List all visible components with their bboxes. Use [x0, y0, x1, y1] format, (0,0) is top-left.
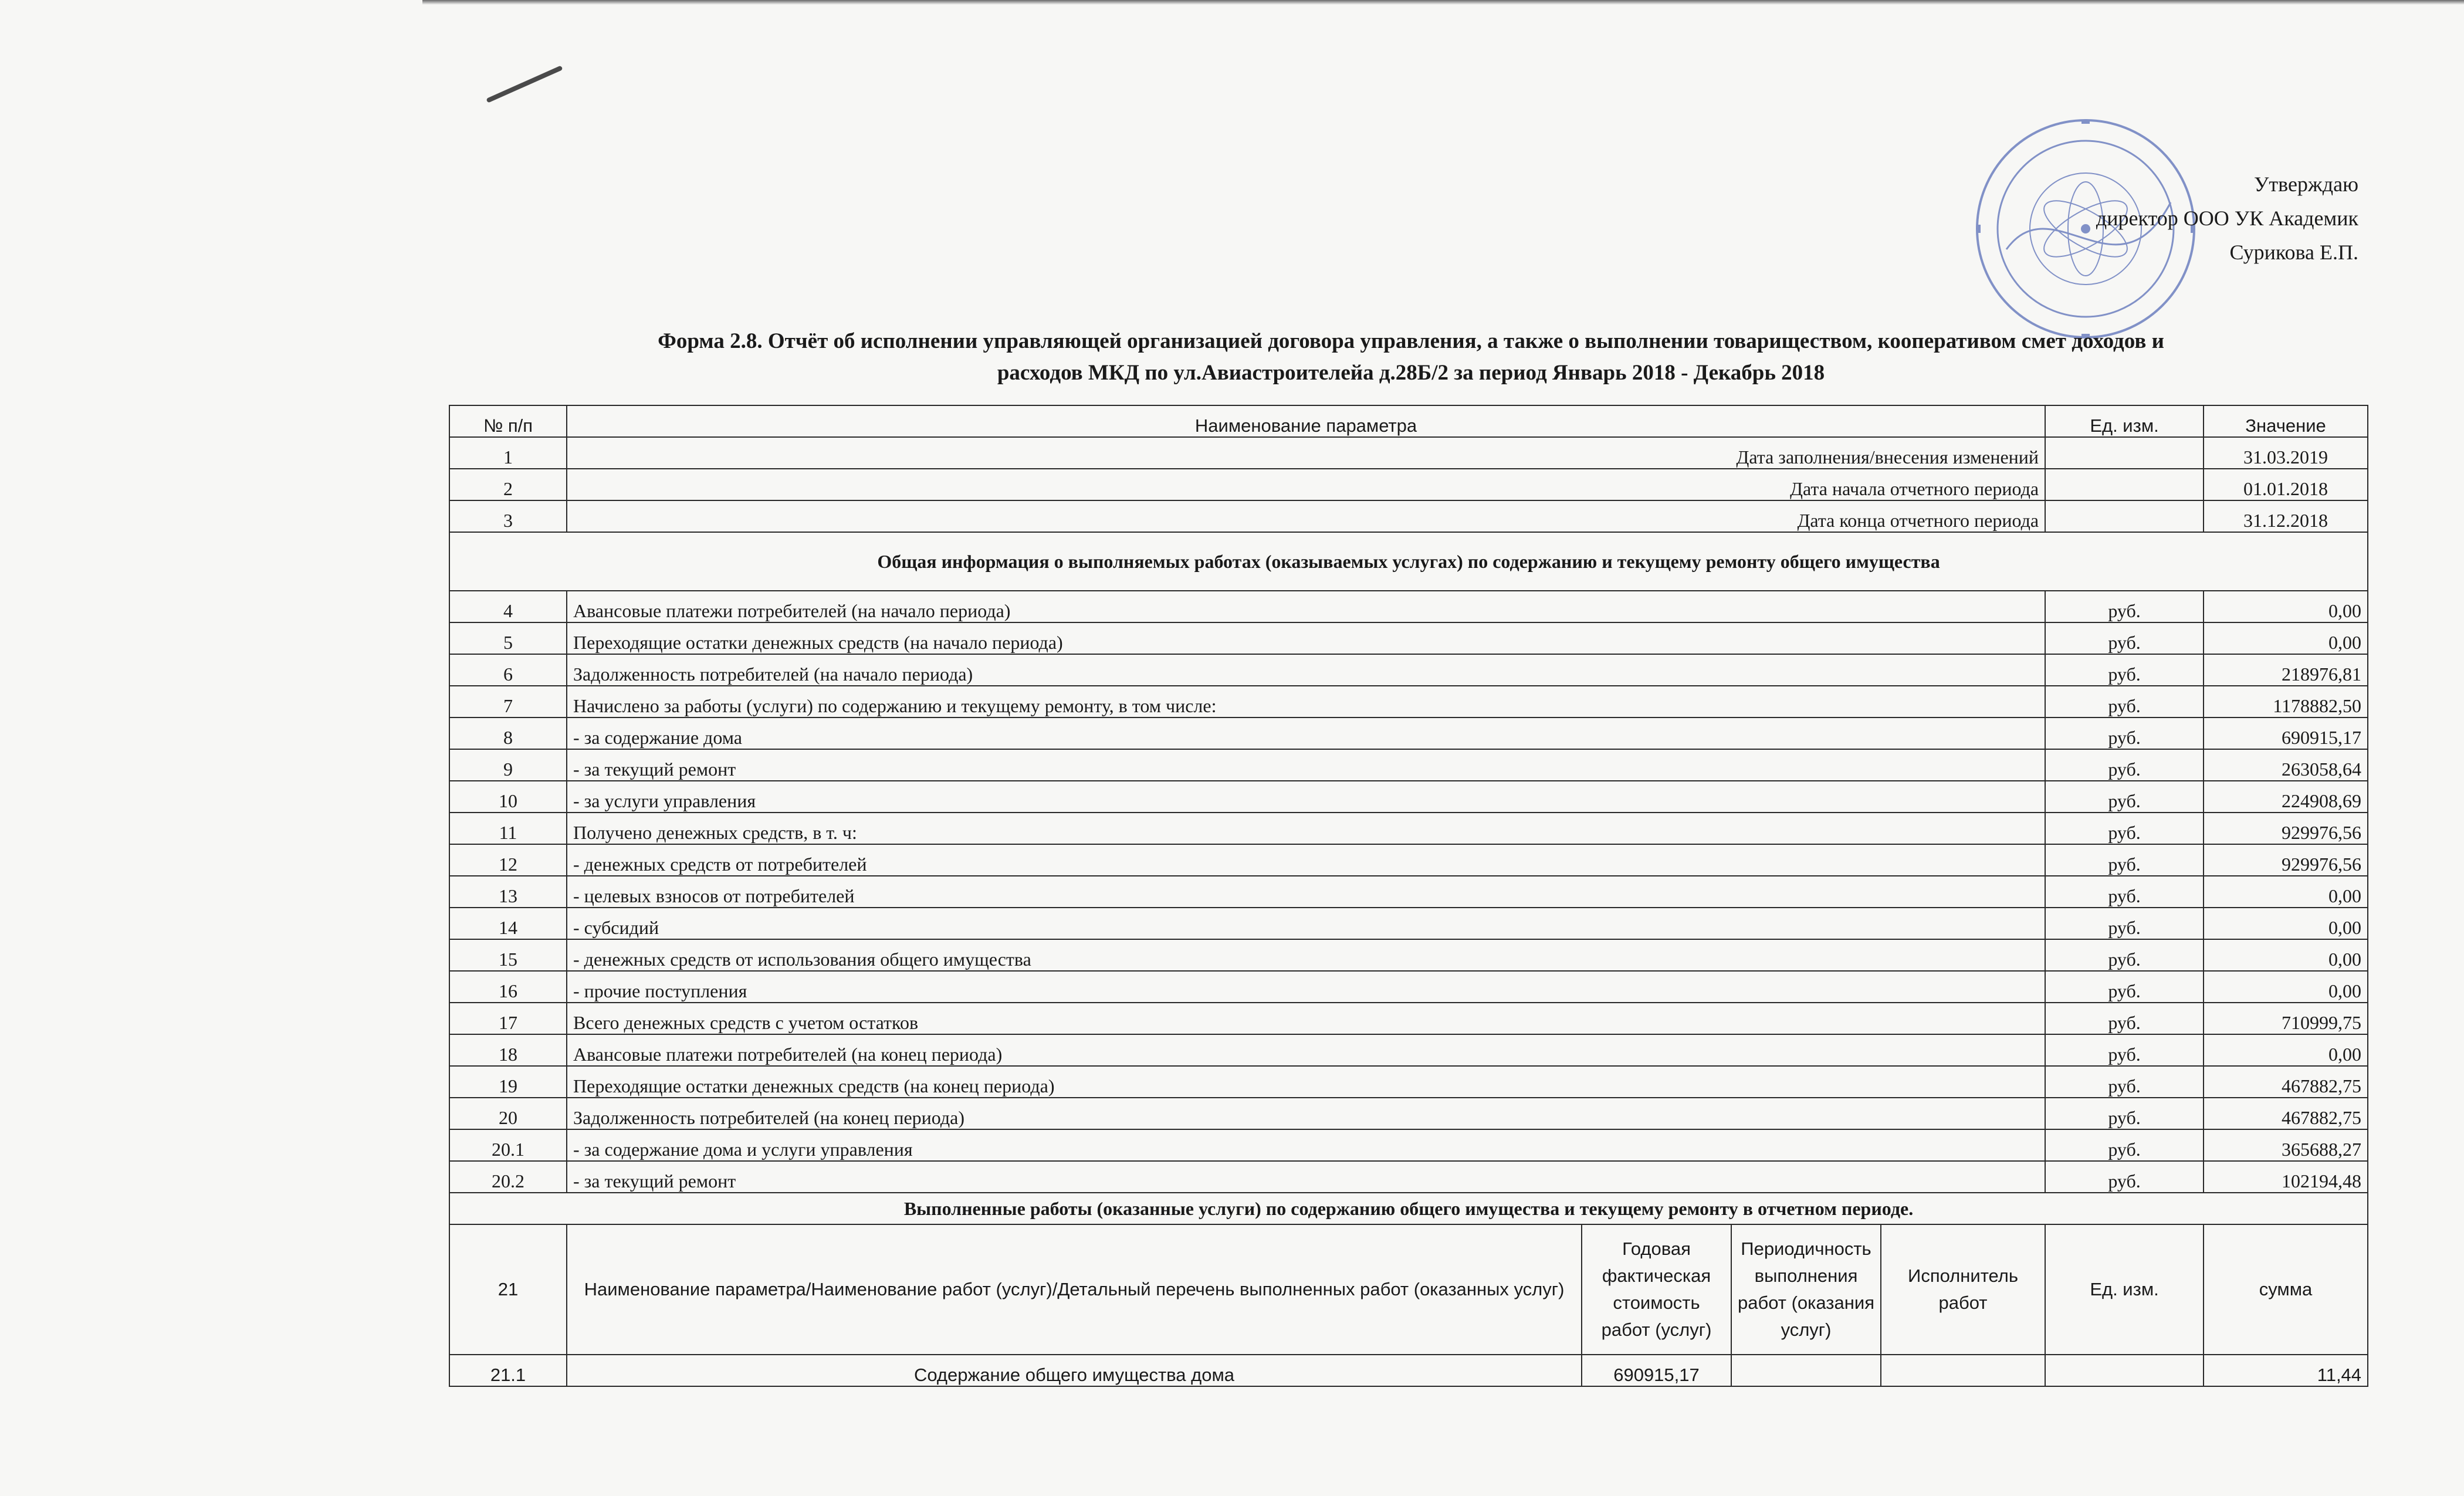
table-row — [449, 717, 2368, 749]
row-unit: руб. — [2045, 1003, 2204, 1034]
row-name: - за текущий ремонт — [567, 749, 2045, 781]
table-row — [449, 813, 2368, 844]
row-name: Задолженность потребителей (на конец периода) — [567, 1098, 2045, 1129]
works-header-sum: сумма — [2204, 1224, 2368, 1355]
row-num: 6 — [449, 654, 567, 686]
table-row — [449, 500, 2368, 532]
row-value: 0,00 — [2204, 876, 2368, 908]
row-value: 467882,75 — [2204, 1098, 2368, 1129]
row-num: 2 — [449, 469, 567, 500]
table-row — [449, 1161, 2368, 1193]
row-unit: руб. — [2045, 1066, 2204, 1098]
row-num: 1 — [449, 437, 567, 469]
row-value: 263058,64 — [2204, 749, 2368, 781]
table-row — [449, 1129, 2368, 1161]
table-row — [449, 591, 2368, 622]
row-unit: руб. — [2045, 686, 2204, 717]
approval-position: директор ООО УК Академик — [2096, 207, 2358, 230]
row-name: Переходящие остатки денежных средств (на конец периода) — [567, 1066, 2045, 1098]
row-name: - прочие поступления — [567, 971, 2045, 1003]
report-title — [446, 326, 2376, 389]
section-row — [449, 1193, 2368, 1224]
row-unit: руб. — [2045, 654, 2204, 686]
row-value: 929976,56 — [2204, 813, 2368, 844]
works-row-num: 21.1 — [449, 1355, 567, 1386]
row-value: 0,00 — [2204, 908, 2368, 939]
row-unit: руб. — [2045, 591, 2204, 622]
table-row — [449, 437, 2368, 469]
works-header-num: 21 — [449, 1224, 567, 1355]
row-value: 0,00 — [2204, 622, 2368, 654]
table-row — [449, 939, 2368, 971]
row-unit — [2045, 469, 2204, 500]
row-name: - за текущий ремонт — [567, 1161, 2045, 1193]
works-row-executor — [1881, 1355, 2045, 1386]
row-num: 14 — [449, 908, 567, 939]
works-row-period — [1731, 1355, 1881, 1386]
works-row-cost: 690915,17 — [1582, 1355, 1731, 1386]
row-unit: руб. — [2045, 844, 2204, 876]
table-row — [449, 971, 2368, 1003]
row-name: - за содержание дома и услуги управления — [567, 1129, 2045, 1161]
row-value: 31.12.2018 — [2204, 500, 2368, 532]
row-unit: руб. — [2045, 971, 2204, 1003]
row-unit: руб. — [2045, 813, 2204, 844]
row-value: 690915,17 — [2204, 717, 2368, 749]
row-unit: руб. — [2045, 781, 2204, 813]
table-row — [449, 686, 2368, 717]
row-name: - субсидий — [567, 908, 2045, 939]
row-num: 20.1 — [449, 1129, 567, 1161]
row-unit — [2045, 500, 2204, 532]
row-num: 7 — [449, 686, 567, 717]
pen-mark — [486, 65, 563, 103]
row-unit: руб. — [2045, 1034, 2204, 1066]
table-row — [449, 1066, 2368, 1098]
header-num: № п/п — [449, 405, 567, 437]
works-header-row — [449, 1224, 2368, 1355]
row-num: 4 — [449, 591, 567, 622]
works-header-cost: Годовая фактическая стоимость работ (услуг) — [1582, 1224, 1731, 1355]
works-header-executor: Исполнитель работ — [1881, 1224, 2045, 1355]
row-unit: руб. — [2045, 717, 2204, 749]
table-row — [449, 844, 2368, 876]
row-num: 20 — [449, 1098, 567, 1129]
row-unit: руб. — [2045, 939, 2204, 971]
row-value: 0,00 — [2204, 939, 2368, 971]
report-title-line-1: Форма 2.8. Отчёт об исполнении управляющей организацией договора управления, а также о выполнении товариществом, кооперативом смет доходов и — [658, 329, 2164, 353]
row-value: 1178882,50 — [2204, 686, 2368, 717]
table-row — [449, 749, 2368, 781]
works-row-unit — [2045, 1355, 2204, 1386]
row-name: Дата конца отчетного периода — [567, 500, 2045, 532]
row-num: 19 — [449, 1066, 567, 1098]
row-unit: руб. — [2045, 1098, 2204, 1129]
row-unit: руб. — [2045, 1129, 2204, 1161]
row-value: 0,00 — [2204, 1034, 2368, 1066]
row-value: 224908,69 — [2204, 781, 2368, 813]
header-name: Наименование параметра — [567, 405, 2045, 437]
row-num: 18 — [449, 1034, 567, 1066]
row-value: 467882,75 — [2204, 1066, 2368, 1098]
works-row-name: Содержание общего имущества дома — [567, 1355, 1582, 1386]
header-unit: Ед. изм. — [2045, 405, 2204, 437]
works-row-sum: 11,44 — [2204, 1355, 2368, 1386]
row-value: 01.01.2018 — [2204, 469, 2368, 500]
section-general-info: Общая информация о выполняемых работах (оказываемых услугах) по содержанию и текущему ремонту общего имущества — [449, 532, 2368, 591]
row-unit: руб. — [2045, 908, 2204, 939]
table-row — [449, 876, 2368, 908]
section-works: Выполненные работы (оказанные услуги) по содержанию общего имущества и текущему ремонту в отчетном периоде. — [449, 1193, 2368, 1224]
row-num: 11 — [449, 813, 567, 844]
row-num: 20.2 — [449, 1161, 567, 1193]
table-row — [449, 1003, 2368, 1034]
row-name: - денежных средств от использования общего имущества — [567, 939, 2045, 971]
row-name: Переходящие остатки денежных средств (на начало периода) — [567, 622, 2045, 654]
row-name: Дата заполнения/внесения изменений — [567, 437, 2045, 469]
row-name: Авансовые платежи потребителей (на начало периода) — [567, 591, 2045, 622]
approval-title: Утверждаю — [2253, 172, 2358, 196]
table-row — [449, 1034, 2368, 1066]
row-value: 31.03.2019 — [2204, 437, 2368, 469]
row-name: Дата начала отчетного периода — [567, 469, 2045, 500]
table-header-row — [449, 405, 2368, 437]
row-value: 710999,75 — [2204, 1003, 2368, 1034]
row-num: 3 — [449, 500, 567, 532]
section-row — [449, 532, 2368, 591]
row-unit: руб. — [2045, 1161, 2204, 1193]
row-unit: руб. — [2045, 622, 2204, 654]
rows-body — [449, 591, 2368, 1193]
row-name: - за содержание дома — [567, 717, 2045, 749]
row-name: Начислено за работы (услуги) по содержанию и текущему ремонту, в том числе: — [567, 686, 2045, 717]
row-unit: руб. — [2045, 876, 2204, 908]
approval-signatory: Сурикова Е.П. — [2229, 241, 2358, 264]
row-num: 15 — [449, 939, 567, 971]
row-num: 13 — [449, 876, 567, 908]
row-name: Всего денежных средств с учетом остатков — [567, 1003, 2045, 1034]
row-value: 102194,48 — [2204, 1161, 2368, 1193]
approval-block — [1807, 167, 2358, 269]
row-num: 9 — [449, 749, 567, 781]
row-unit: руб. — [2045, 749, 2204, 781]
works-header-period: Периодичность выполнения работ (оказания услуг) — [1731, 1224, 1881, 1355]
table-row — [449, 781, 2368, 813]
table-row — [449, 469, 2368, 500]
row-value: 0,00 — [2204, 591, 2368, 622]
report-table — [449, 405, 2368, 1387]
row-name: - целевых взносов от потребителей — [567, 876, 2045, 908]
row-value: 365688,27 — [2204, 1129, 2368, 1161]
table-row — [449, 1098, 2368, 1129]
row-value: 0,00 — [2204, 971, 2368, 1003]
row-num: 8 — [449, 717, 567, 749]
row-unit — [2045, 437, 2204, 469]
row-num: 17 — [449, 1003, 567, 1034]
works-row — [449, 1355, 2368, 1386]
works-header-unit: Ед. изм. — [2045, 1224, 2204, 1355]
row-name: Задолженность потребителей (на начало периода) — [567, 654, 2045, 686]
report-title-line-2: расходов МКД по ул.Авиастроителейа д.28Б/2 за период Январь 2018 - Декабрь 2018 — [997, 361, 1825, 385]
row-name: - за услуги управления — [567, 781, 2045, 813]
scan-edge — [422, 0, 2464, 5]
works-header-name: Наименование параметра/Наименование работ (услуг)/Детальный перечень выполненных работ (оказанных услуг) — [567, 1224, 1582, 1355]
row-num: 16 — [449, 971, 567, 1003]
row-name: - денежных средств от потребителей — [567, 844, 2045, 876]
row-num: 5 — [449, 622, 567, 654]
row-num: 10 — [449, 781, 567, 813]
row-num: 12 — [449, 844, 567, 876]
table-row — [449, 622, 2368, 654]
row-name: Получено денежных средств, в т. ч: — [567, 813, 2045, 844]
row-value: 929976,56 — [2204, 844, 2368, 876]
table-row — [449, 908, 2368, 939]
header-value: Значение — [2204, 405, 2368, 437]
row-name: Авансовые платежи потребителей (на конец периода) — [567, 1034, 2045, 1066]
table-row — [449, 654, 2368, 686]
row-value: 218976,81 — [2204, 654, 2368, 686]
